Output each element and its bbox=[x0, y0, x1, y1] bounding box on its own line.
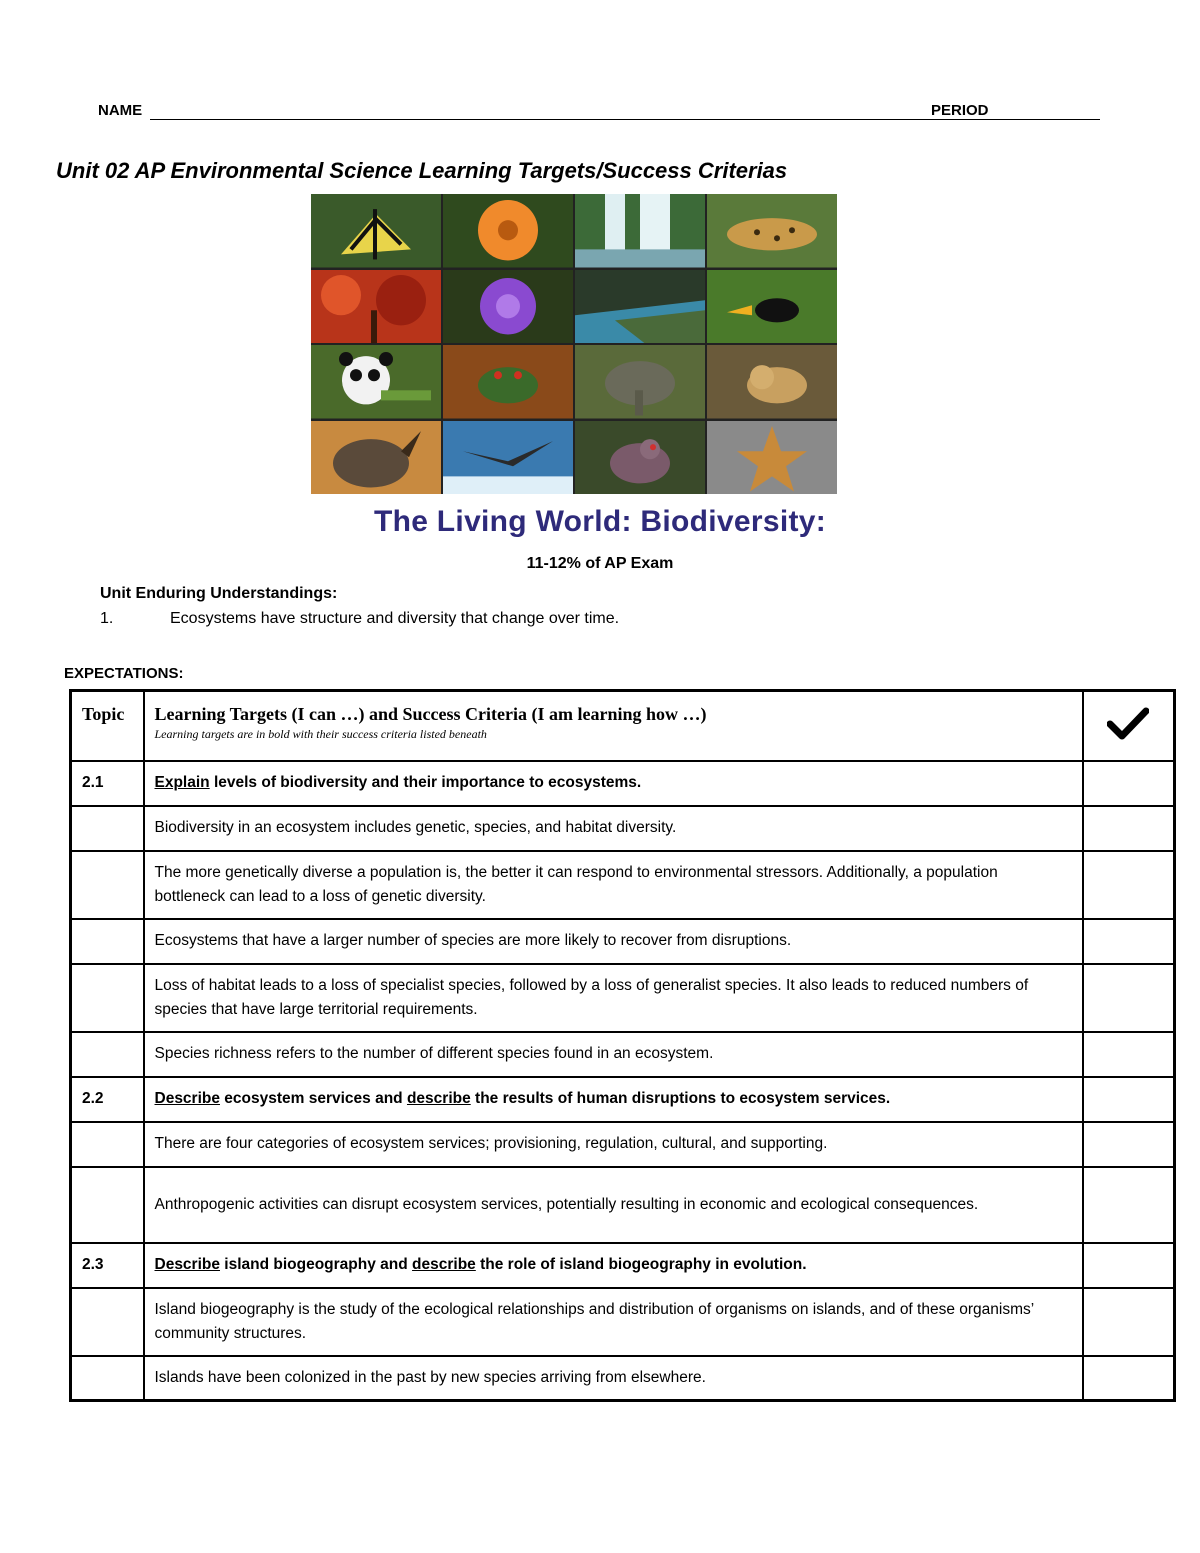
period-field[interactable] bbox=[994, 119, 1100, 120]
check-box[interactable] bbox=[1083, 964, 1175, 1032]
expectations-label: EXPECTATIONS: bbox=[64, 665, 184, 682]
check-box[interactable] bbox=[1083, 919, 1175, 964]
table-row bbox=[71, 1122, 1175, 1167]
learning-targets-header-title: Learning Targets (I can …) and Success Criteria (I am learning how …) bbox=[154, 704, 707, 724]
success-criterion: The more genetically diverse a population is, the better it can respond to environmental stressors. Additionally, a population bottleneck can lead to a loss of genetic diversity. bbox=[144, 851, 1083, 919]
exam-percentage: 11-12% of AP Exam bbox=[526, 555, 674, 572]
topic-number bbox=[71, 851, 144, 919]
success-criterion: Loss of habitat leads to a loss of specialist species, followed by a loss of generalist species. It also leads to reduced numbers of species that have large territorial requirements. bbox=[144, 964, 1083, 1032]
enduring-understanding-item bbox=[100, 610, 619, 628]
elephant-image bbox=[575, 345, 705, 419]
success-criterion: Ecosystems that have a larger number of species are more likely to recover from disruptions. bbox=[144, 919, 1083, 964]
check-box[interactable] bbox=[1083, 1167, 1175, 1243]
table-row bbox=[71, 964, 1175, 1032]
name-label: NAME bbox=[98, 102, 143, 119]
toucan-image bbox=[707, 270, 837, 344]
table-row bbox=[71, 1167, 1175, 1243]
check-header bbox=[1083, 691, 1175, 761]
topic-number bbox=[71, 1288, 144, 1356]
item-number: 1. bbox=[100, 610, 114, 627]
coastline-image bbox=[575, 270, 705, 344]
unit-title: Unit 02 AP Environmental Science Learning Targets/Success Criterias bbox=[56, 158, 788, 183]
table-row bbox=[71, 1288, 1175, 1356]
target-verb-2: describe bbox=[406, 1090, 471, 1107]
check-box[interactable] bbox=[1083, 761, 1175, 806]
check-box[interactable] bbox=[1083, 806, 1175, 851]
purple-flower-image bbox=[443, 270, 573, 344]
success-criterion: There are four categories of ecosystem services; provisioning, regulation, cultural, and supporting. bbox=[144, 1122, 1083, 1167]
period-label: PERIOD bbox=[931, 102, 989, 119]
main-title: The Living World: Biodiversity: bbox=[373, 505, 827, 538]
check-mark-icon bbox=[1107, 706, 1149, 740]
red-foliage-image bbox=[311, 270, 441, 344]
enduring-understandings-title: Unit Enduring Understandings: bbox=[100, 585, 338, 602]
table-row bbox=[71, 806, 1175, 851]
topic-number bbox=[71, 919, 144, 964]
topic-number bbox=[71, 964, 144, 1032]
success-criterion: Island biogeography is the study of the ecological relationships and distribution of organisms on islands, and of these organisms’ community structures. bbox=[144, 1288, 1083, 1356]
check-box[interactable] bbox=[1083, 1243, 1175, 1288]
table-header-row bbox=[71, 691, 1175, 761]
waterfall-image bbox=[575, 194, 705, 268]
success-criterion: Islands have been colonized in the past by new species arriving from elsewhere. bbox=[144, 1356, 1083, 1401]
target-verb: Explain bbox=[154, 774, 210, 791]
topic-number bbox=[71, 806, 144, 851]
learning-target bbox=[144, 1243, 1083, 1288]
check-box[interactable] bbox=[1083, 1288, 1175, 1356]
target-text-mid: ecosystem services and bbox=[219, 1090, 407, 1107]
table-row bbox=[71, 1243, 1175, 1288]
table-row bbox=[71, 1356, 1175, 1401]
name-row bbox=[98, 100, 1100, 124]
topic-number: 2.2 bbox=[71, 1077, 144, 1122]
target-verb-2: describe bbox=[412, 1256, 476, 1273]
pigeon-image bbox=[575, 421, 705, 495]
topic-header: Topic bbox=[71, 691, 144, 761]
biodiversity-collage bbox=[311, 194, 837, 494]
check-box[interactable] bbox=[1083, 1122, 1175, 1167]
orange-flower-image bbox=[443, 194, 573, 268]
frog-image bbox=[443, 345, 573, 419]
target-text-mid: island biogeography and bbox=[219, 1256, 413, 1273]
panda-image bbox=[311, 345, 441, 419]
success-criterion: Biodiversity in an ecosystem includes genetic, species, and habitat diversity. bbox=[144, 806, 1083, 851]
topic-number: 2.3 bbox=[71, 1243, 144, 1288]
learning-targets-header bbox=[144, 691, 1083, 761]
target-verb: Describe bbox=[154, 1256, 220, 1273]
name-field[interactable] bbox=[150, 119, 1008, 120]
topic-number bbox=[71, 1122, 144, 1167]
table-row bbox=[71, 851, 1175, 919]
rhino-image bbox=[311, 421, 441, 495]
table-row bbox=[71, 919, 1175, 964]
leopard-image bbox=[707, 194, 837, 268]
check-box[interactable] bbox=[1083, 1032, 1175, 1077]
topic-number bbox=[71, 1167, 144, 1243]
check-box[interactable] bbox=[1083, 851, 1175, 919]
item-text: Ecosystems have structure and diversity that change over time. bbox=[170, 610, 620, 627]
check-box[interactable] bbox=[1083, 1356, 1175, 1401]
target-text: the role of island biogeography in evolution. bbox=[475, 1256, 807, 1273]
learning-targets-table bbox=[69, 689, 1176, 1402]
target-verb: Describe bbox=[154, 1090, 220, 1107]
success-criterion: Anthropogenic activities can disrupt ecosystem services, potentially resulting in economic and ecological consequences. bbox=[144, 1167, 1083, 1243]
success-criterion: Species richness refers to the number of different species found in an ecosystem. bbox=[144, 1032, 1083, 1077]
topic-number bbox=[71, 1356, 144, 1401]
learning-targets-header-note: Learning targets are in bold with their success criteria listed beneath bbox=[154, 727, 487, 741]
check-box[interactable] bbox=[1083, 1077, 1175, 1122]
topic-number bbox=[71, 1032, 144, 1077]
lion-cub-image bbox=[707, 345, 837, 419]
seabird-image bbox=[443, 421, 573, 495]
topic-number: 2.1 bbox=[71, 761, 144, 806]
table-row bbox=[71, 1077, 1175, 1122]
butterfly-image bbox=[311, 194, 441, 268]
target-text: levels of biodiversity and their importance to ecosystems. bbox=[209, 774, 642, 791]
table-row bbox=[71, 1032, 1175, 1077]
learning-target bbox=[144, 761, 1083, 806]
target-text: the results of human disruptions to ecosystem services. bbox=[470, 1090, 891, 1107]
table-row bbox=[71, 761, 1175, 806]
learning-target bbox=[144, 1077, 1083, 1122]
starfish-image bbox=[707, 421, 837, 495]
